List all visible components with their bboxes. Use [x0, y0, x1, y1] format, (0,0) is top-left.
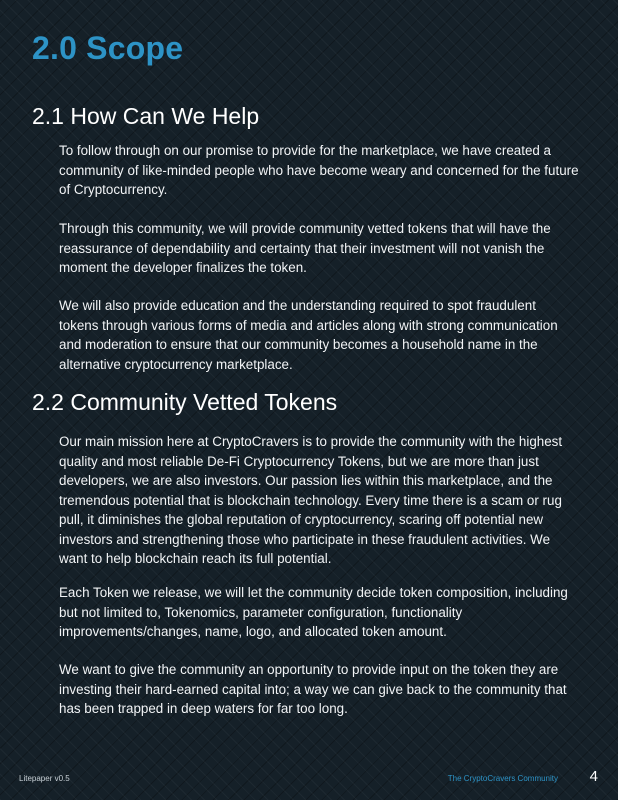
section-heading-how-can-we-help: 2.1 How Can We Help [32, 103, 260, 129]
paragraph: To follow through on our promise to provide for the marketplace, we have created a community of like-minded people who have become weary and concerned for the future of Cryptocurrency. [59, 143, 579, 197]
page-number: 4 [589, 768, 598, 785]
paragraph: Through this community, we will provide community vetted tokens that will have the reassurance of dependability and certainty that their investment will not vanish the moment the developer finalizes the token. [59, 221, 551, 275]
footer-brand: The CryptoCravers Community [447, 774, 558, 783]
page-title: 2.0 Scope [32, 30, 184, 66]
paragraph: Our main mission here at CryptoCravers is to provide the community with the highest quality and most reliable De-Fi Cryptocurrency Tokens, but we are more than just developers, we are also investors. Our passion lies within this marketplace, and the tremendous potential that is blockchain technology. Every time there is a scam or rug pull, it diminishes the global reputation of cryptocurrency, scaring off potential new investors and strengthening those who participate in these fraudulent activities. We want to help blockchain reach its full potential. [59, 434, 563, 566]
section-heading-community-vetted-tokens: 2.2 Community Vetted Tokens [32, 389, 338, 415]
paragraph: Each Token we release, we will let the community decide token composition, including but not limited to, Tokenomics, parameter configuration, functionality improvements/changes, name, logo, and allocated token amount. [59, 585, 568, 639]
paragraph: We want to give the community an opportunity to provide input on the token they are investing their hard-earned capital into; a way we can give back to the community that has been trapped in deep waters for far too long. [59, 662, 567, 716]
paragraph: We will also provide education and the understanding required to spot fraudulent tokens through various forms of media and articles along with strong communication and moderation to ensure that our community becomes a household name in the alternative cryptocurrency marketplace. [59, 298, 558, 372]
footer-version: Litepaper v0.5 [19, 774, 70, 783]
